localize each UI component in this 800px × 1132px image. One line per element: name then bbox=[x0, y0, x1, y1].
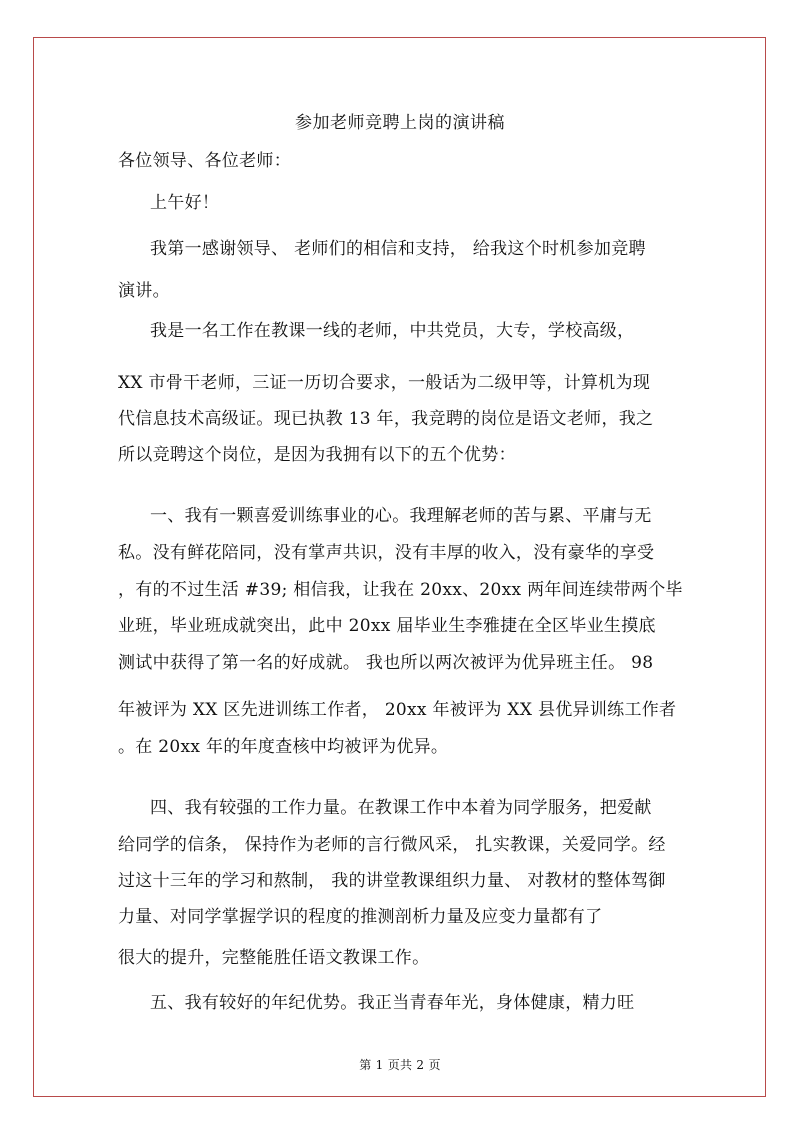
paragraph-line: 过这十三年的学习和熬制， 我的讲堂教课组织力量、 对教材的整体驾御 bbox=[118, 871, 666, 891]
paragraph-line: 四、我有较强的工作力量。在教课工作中本着为同学服务，把爱献 bbox=[150, 798, 652, 818]
paragraph-line: 五、我有较好的年纪优势。我正当青春年光，身体健康，精力旺 bbox=[150, 993, 635, 1013]
paragraph-line: 给同学的信条， 保持作为老师的言行微风采， 扎实教课，关爱同学。经 bbox=[118, 835, 666, 855]
paragraph-line: 力量、对同学掌握学识的程度的推测剖析力量及应变力量都有了 bbox=[118, 907, 603, 927]
page-border bbox=[33, 37, 766, 1097]
paragraph-line: 。在 20xx 年的年度查核中均被评为优异。 bbox=[118, 737, 449, 757]
paragraph-line: 所以竞聘这个岗位，是因为我拥有以下的五个优势： bbox=[118, 445, 516, 465]
paragraph-line: 各位领导、各位老师： bbox=[118, 151, 291, 171]
paragraph-line: XX 市骨干老师，三证一历切合要求，一般话为二级甲等，计算机为现 bbox=[118, 373, 651, 393]
paragraph-line: ，有的不过生活 #39; 相信我，让我在 20xx、20xx 两年间连续带两个毕 bbox=[118, 580, 683, 600]
paragraph-line: 演讲。 bbox=[118, 281, 170, 301]
paragraph-line: 测试中获得了第一名的好成就。 我也所以两次被评为优异班主任。 98 bbox=[118, 653, 654, 673]
paragraph-line: 私。没有鲜花陪同，没有掌声共识，没有丰厚的收入，没有豪华的享受 bbox=[118, 543, 655, 563]
document-title: 参加老师竞聘上岗的演讲稿 bbox=[295, 113, 505, 133]
paragraph-line: 代信息技术高级证。现已执教 13 年，我竞聘的岗位是语文老师，我之 bbox=[118, 409, 654, 429]
paragraph-line: 我第一感谢领导、 老师们的相信和支持， 给我这个时机参加竞聘 bbox=[150, 239, 646, 259]
paragraph-line: 年被评为 XX 区先进训练工作者， 20xx 年被评为 XX 县优异训练工作者 bbox=[118, 700, 677, 720]
paragraph-line: 业班，毕业班成就突出，此中 20xx 届毕业生李雅捷在全区毕业生摸底 bbox=[118, 616, 656, 636]
page-footer: 第 1 页共 2 页 bbox=[359, 1058, 441, 1072]
paragraph-line: 我是一名工作在教课一线的老师，中共党员，大专，学校高级， bbox=[150, 321, 635, 341]
paragraph-line: 一、我有一颗喜爱训练事业的心。我理解老师的苦与累、平庸与无 bbox=[150, 506, 652, 526]
paragraph-line: 上午好！ bbox=[150, 193, 220, 213]
paragraph-line: 很大的提升，完整能胜任语文教课工作。 bbox=[118, 948, 430, 968]
